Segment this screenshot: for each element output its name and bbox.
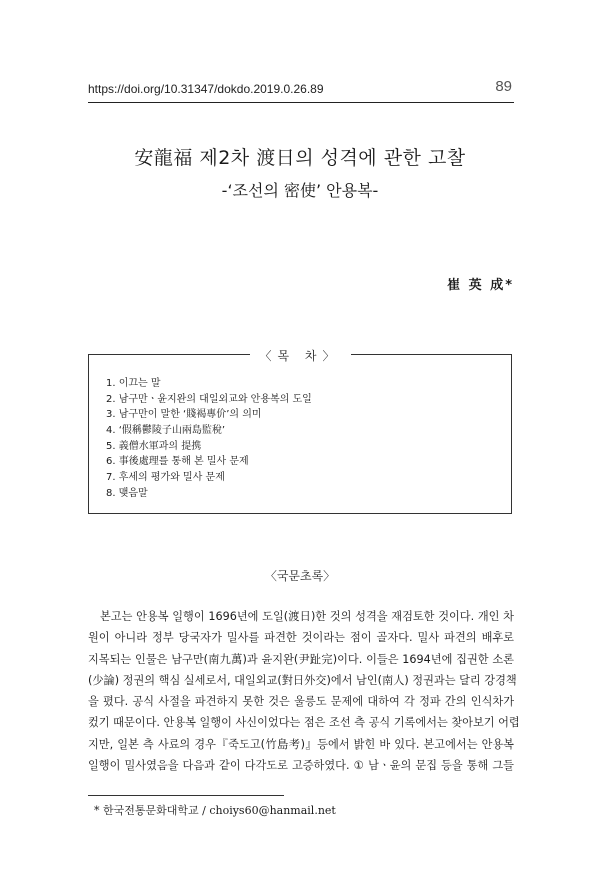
- paper-title: 安龍福 제2차 渡日의 성격에 관한 고찰: [134, 147, 466, 169]
- toc-item: 3. 남구만이 말한 ‘賤褐專价’의 의미: [106, 409, 262, 421]
- running-header: [88, 80, 514, 103]
- toc-item: 8. 맺음말: [106, 487, 148, 499]
- page-number: 89: [495, 78, 512, 95]
- doi-link[interactable]: https://doi.org/10.31347/dokdo.2019.0.26.89: [88, 82, 324, 96]
- toc-heading-label: 〈목 차〉: [250, 349, 351, 363]
- abstract-line: 원이 아니라 정부 당국자가 밀사를 파견한 것이라는 점이 골자다. 밀사 파견의 배후로: [88, 631, 514, 645]
- toc-item: 1. 이끄는 말: [106, 378, 161, 389]
- author-footnote: * 한국전통문화대학교 / choiys60@hanmail.net: [94, 804, 336, 817]
- abstract-body: [88, 606, 520, 776]
- abstract-line: 지목되는 인물은 남구만(南九萬)과 윤지완(尹趾完)이다. 이들은 1694년에 집권한 소론: [88, 652, 514, 666]
- abstract-heading: 〈국문초록〉: [264, 569, 336, 583]
- abstract-line: 일행이 밀사였음을 다음과 같이 다각도로 고증하였다. ① 남ㆍ윤의 문집 등을 통해 그들: [88, 759, 514, 773]
- abstract-line: 본고는 안용복 일행이 1696년에 도일(渡日)한 것의 성격을 재검토한 것이다. 개인 차: [100, 610, 514, 623]
- toc-item: 6. 事後處理를 통해 본 밀사 문제: [106, 456, 249, 468]
- toc-heading: [0, 345, 600, 364]
- toc-item: 5. 義僧水軍과의 提携: [106, 440, 202, 452]
- abstract-line: 컸기 때문이다. 안용복 일행이 사신이었다는 점은 조선 측 공식 기록에서는 찾아보기 어렵: [88, 716, 520, 730]
- author-name: 崔 英 成*: [447, 278, 514, 293]
- toc-list: [106, 376, 312, 502]
- toc-item: 2. 남구만ㆍ윤지완의 대일외교와 안용복의 도일: [106, 393, 312, 405]
- abstract-line: 을 폈다. 공식 사절을 파견하지 못한 것은 울릉도 문제에 대하여 각 정파 간의 인식차가: [88, 695, 514, 709]
- footnote-divider: [88, 795, 284, 796]
- abstract-line: 지만, 일본 측 사료의 경우『죽도고(竹島考)』등에서 밝힌 바 있다. 본고에서는 안용복: [88, 737, 514, 751]
- toc-item: 4. ‘假稱鬱陵子山兩島監稅’: [106, 425, 226, 437]
- abstract-line: (少論) 정권의 핵심 실세로서, 대일외교(對日外交)에서 남인(南人) 정권과는 달리 강경책: [88, 673, 517, 687]
- toc-item: 7. 후세의 평가와 밀사 문제: [106, 472, 225, 484]
- paper-subtitle: -‘조선의 密使’ 안용복-: [221, 181, 379, 200]
